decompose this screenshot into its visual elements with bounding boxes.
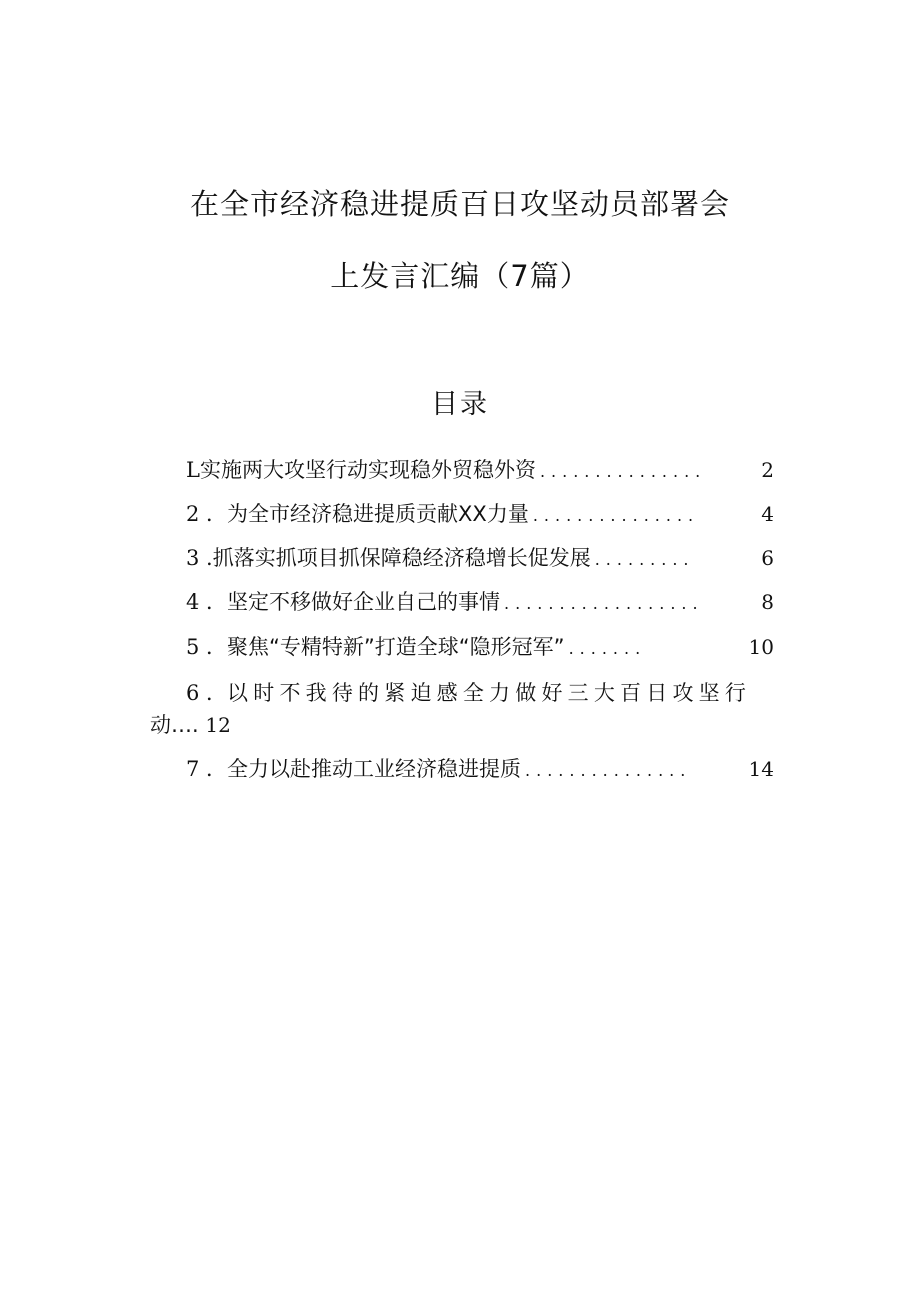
- toc-entry-leader: .........: [594, 550, 695, 569]
- toc-entry-5[interactable]: [186, 632, 774, 662]
- toc-entry-title: 实施两大攻坚行动实现稳外贸稳外资: [199, 458, 536, 482]
- toc-entry-page: 10: [748, 635, 774, 659]
- toc-entry-page: 6: [761, 546, 774, 570]
- toc-heading: 目录: [431, 389, 489, 420]
- toc-entry-number: 5 ．: [186, 635, 228, 659]
- toc-entry-leader: ...............: [539, 462, 707, 481]
- document-title-line-1: 在全市经济稳进提质百日攻坚动员部署会: [189, 187, 730, 221]
- toc-entry-leader: .......: [568, 639, 647, 658]
- toc-entry-page: 8: [761, 590, 774, 614]
- toc-entry-page: 14: [748, 757, 774, 781]
- toc-entry-title: 以时不我待的紧迫感全力做好三大百日攻坚行: [227, 681, 752, 705]
- toc-entry-number: 6 ．: [186, 681, 228, 705]
- toc-entry-number: 7 ．: [186, 757, 228, 781]
- toc-entry-4[interactable]: [186, 587, 774, 617]
- toc-entry-leader: ...............: [525, 761, 692, 780]
- toc-entry-2[interactable]: [186, 499, 774, 529]
- toc-entry-leader: ..................: [504, 594, 704, 613]
- toc-entry-title: 坚定不移做好企业自己的事情: [227, 590, 501, 614]
- toc-entry-title: 全力以赴推动工业经济稳进提质: [227, 757, 522, 781]
- toc-entry-title: 抓落实抓项目抓保障稳经济稳增长促发展: [212, 546, 591, 570]
- toc-entry-title-continued: 动…: [150, 713, 192, 737]
- toc-entry-leader: .: [192, 713, 199, 737]
- toc-entry-number: 4 ．: [186, 590, 228, 614]
- toc-entry-title: 为全市经济稳进提质贡献XX力量: [227, 502, 529, 526]
- toc-entry-line: [150, 677, 782, 709]
- toc-entry-7[interactable]: [186, 754, 774, 784]
- toc-entry-line: [150, 709, 782, 741]
- toc-entry-page: 12: [205, 713, 231, 737]
- toc-entry-6[interactable]: [150, 677, 782, 741]
- toc-entry-number: 3 .: [186, 546, 213, 570]
- toc-entry-page: 2: [761, 458, 774, 482]
- toc-entry-page: 4: [761, 502, 774, 526]
- toc-entry-1[interactable]: [186, 455, 774, 485]
- toc-entry-number: 2 ．: [186, 502, 228, 526]
- toc-entry-number: L: [186, 458, 200, 482]
- toc-entry-3[interactable]: [186, 543, 774, 573]
- document-title-line-2: 上发言汇编（7篇）: [330, 259, 590, 293]
- toc-entry-leader: ...............: [532, 506, 700, 525]
- toc-entry-title: 聚焦“专精特新”打造全球“隐形冠军”: [227, 635, 565, 659]
